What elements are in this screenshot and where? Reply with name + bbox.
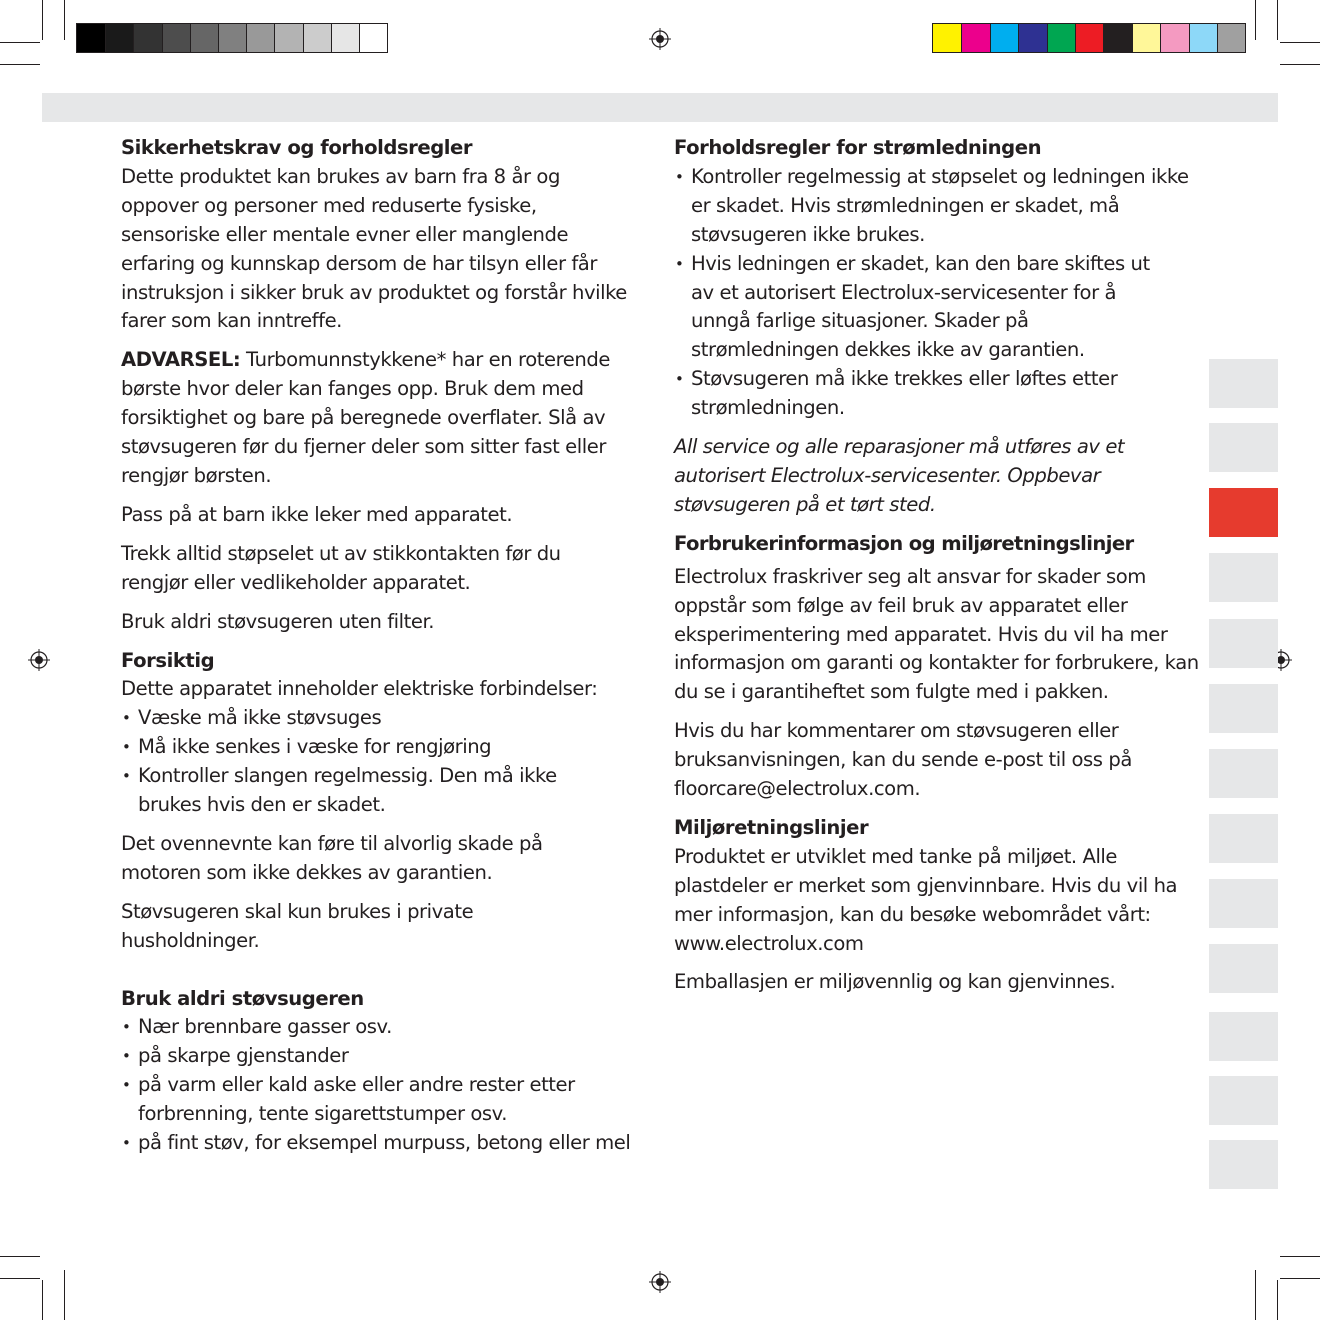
- right-column: [674, 134, 1199, 997]
- registration-mark-icon: [649, 1271, 671, 1293]
- left-column: [121, 134, 651, 1158]
- language-tab[interactable]: [1209, 879, 1278, 928]
- list-item: • på varm eller kald aske eller andre rester etter forbrenning, tente sigarettstumper osv.: [121, 1071, 588, 1129]
- language-tab[interactable]: [1209, 359, 1278, 408]
- language-tab[interactable]: [1209, 619, 1278, 668]
- crop-mark: [42, 1280, 43, 1320]
- process-color-bar: [932, 23, 1246, 53]
- crop-mark: [64, 0, 65, 40]
- color-swatch: [990, 24, 1018, 52]
- language-tab[interactable]: [1209, 1012, 1278, 1061]
- crop-mark: [1280, 64, 1320, 65]
- language-tab[interactable]: [1209, 684, 1278, 733]
- environment-heading: Miljøretningslinjer: [674, 815, 869, 839]
- color-swatch: [105, 24, 133, 52]
- color-swatch: [274, 24, 302, 52]
- registration-mark-icon: [28, 649, 50, 671]
- language-tab[interactable]: [1209, 814, 1278, 863]
- crop-mark: [0, 1256, 40, 1257]
- private-use-paragraph: Støvsugeren skal kun brukes i private husholdninger.: [121, 899, 474, 952]
- language-tab[interactable]: [1209, 1140, 1278, 1189]
- list-item: • på fint støv, for eksempel murpuss, betong eller mel: [121, 1129, 651, 1158]
- color-swatch: [1075, 24, 1103, 52]
- never-use-heading: Bruk aldri støvsugeren: [121, 986, 364, 1010]
- list-item: • Må ikke senkes i væske for rengjøring: [121, 733, 651, 762]
- header-band: [42, 93, 1278, 122]
- crop-mark: [0, 1278, 40, 1279]
- color-swatch: [961, 24, 989, 52]
- language-tab[interactable]: [1209, 944, 1278, 993]
- color-swatch: [162, 24, 190, 52]
- registration-mark-icon: [649, 28, 671, 50]
- service-note: All service og alle reparasjoner må utføres av et autorisert Electrolux-servicesenter. Oppbevar støvsugeren på et tørt sted.: [674, 435, 1125, 516]
- color-swatch: [77, 24, 105, 52]
- color-swatch: [1047, 24, 1075, 52]
- language-tab[interactable]: [1209, 749, 1278, 798]
- environment-paragraph: Produktet er utviklet med tanke på miljøet. Alle plastdeler er merket som gjenvinnbare. Hvis du vil ha mer informasjon, kan du besøke webområdet vårt: www.electrolux.com: [674, 844, 1178, 955]
- crop-mark: [64, 1270, 65, 1320]
- color-swatch: [1132, 24, 1160, 52]
- list-item: • Væske må ikke støvsuges: [121, 704, 651, 733]
- color-swatch: [1160, 24, 1188, 52]
- color-swatch: [359, 24, 387, 52]
- comments-paragraph: Hvis du har kommentarer om støvsugeren eller bruksanvisningen, kan du sende e-post til oss på floorcare@electrolux.com.: [674, 719, 1132, 801]
- crop-mark: [1277, 0, 1278, 40]
- language-tab[interactable]: [1209, 423, 1278, 472]
- list-item: • Kontroller slangen regelmessig. Den må ikke brukes hvis den er skadet.: [121, 762, 598, 820]
- color-swatch: [1217, 24, 1245, 52]
- color-swatch: [1018, 24, 1046, 52]
- color-swatch: [218, 24, 246, 52]
- safety-paragraph: Dette produktet kan brukes av barn fra 8 år og oppover og personer med reduserte fysiske, sensoriske eller mentale evner eller manglende erfaring og kunnskap dersom de har tilsyn eller får instruksjon i sikker bruk av produktet og forstår hvilke farer som kan inntreffe.: [121, 164, 627, 333]
- crop-mark: [1280, 1256, 1320, 1257]
- cord-heading: Forholdsregler for strømledningen: [674, 136, 1042, 159]
- color-swatch: [133, 24, 161, 52]
- list-item: • Hvis ledningen er skadet, kan den bare skiftes ut av et autorisert Electrolux-servicesenter for å unngå farlige situasjoner. Skader på strømledningen dekkes ikke av garantien.: [674, 250, 1151, 366]
- crop-mark: [1280, 42, 1320, 43]
- filter-paragraph: Bruk aldri støvsugeren uten filter.: [121, 609, 435, 633]
- crop-mark: [1280, 1278, 1320, 1279]
- crop-mark: [1255, 0, 1256, 40]
- packaging-paragraph: Emballasjen er miljøvennlig og kan gjenvinnes.: [674, 970, 1116, 994]
- list-item: • Støvsugeren må ikke trekkes eller løftes etter strømledningen.: [674, 365, 1171, 423]
- warning-paragraph: [121, 346, 631, 491]
- damage-paragraph: Det ovennevnte kan føre til alvorlig skade på motoren som ikke dekkes av garantien.: [121, 831, 543, 884]
- color-swatch: [933, 24, 961, 52]
- warning-text: Turbomunnstykkene* har en roterende børste hvor deler kan fanges opp. Bruk dem med forsiktighet og bare på beregnede overflater. Slå av støvsugeren før du fjerner deler som sitter fast eller rengjør børsten.: [121, 348, 610, 487]
- list-item: • på skarpe gjenstander: [121, 1042, 651, 1071]
- color-swatch: [1103, 24, 1131, 52]
- crop-mark: [0, 64, 40, 65]
- color-swatch: [331, 24, 359, 52]
- language-tab-active[interactable]: [1209, 488, 1278, 537]
- warning-label: ADVARSEL:: [121, 348, 241, 372]
- caution-heading: Forsiktig: [121, 648, 215, 672]
- language-tab[interactable]: [1209, 553, 1278, 602]
- consumer-heading: Forbrukerinformasjon og miljøretningslinjer: [674, 531, 1134, 555]
- children-paragraph: Pass på at barn ikke leker med apparatet.: [121, 502, 513, 526]
- crop-mark: [42, 0, 43, 40]
- crop-mark: [1277, 1280, 1278, 1320]
- consumer-paragraph: Electrolux fraskriver seg alt ansvar for skader som oppstår som følge av feil bruk av apparatet eller eksperimentering med apparatet. Hvis du vil ha mer informasjon om garanti og kontakter for forbrukere, kan du se i garantiheftet som fulgte med i pakken.: [674, 564, 1199, 704]
- color-swatch: [303, 24, 331, 52]
- crop-mark: [1255, 1270, 1256, 1320]
- list-item: • Nær brennbare gasser osv.: [121, 1013, 651, 1042]
- color-swatch: [190, 24, 218, 52]
- gray-color-bar: [76, 23, 388, 53]
- crop-mark: [0, 42, 40, 43]
- safety-heading: Sikkerhetskrav og forholdsregler: [121, 136, 473, 159]
- color-swatch: [246, 24, 274, 52]
- list-item: • Kontroller regelmessig at støpselet og ledningen ikke er skadet. Hvis strømledningen er skadet, må støvsugeren ikke brukes.: [674, 163, 1199, 250]
- color-swatch: [1189, 24, 1217, 52]
- language-tab[interactable]: [1209, 1076, 1278, 1125]
- caution-intro: Dette apparatet inneholder elektriske forbindelser:: [121, 677, 598, 701]
- unplug-paragraph: Trekk alltid støpselet ut av stikkontakten før du rengjør eller vedlikeholder apparatet.: [121, 541, 561, 594]
